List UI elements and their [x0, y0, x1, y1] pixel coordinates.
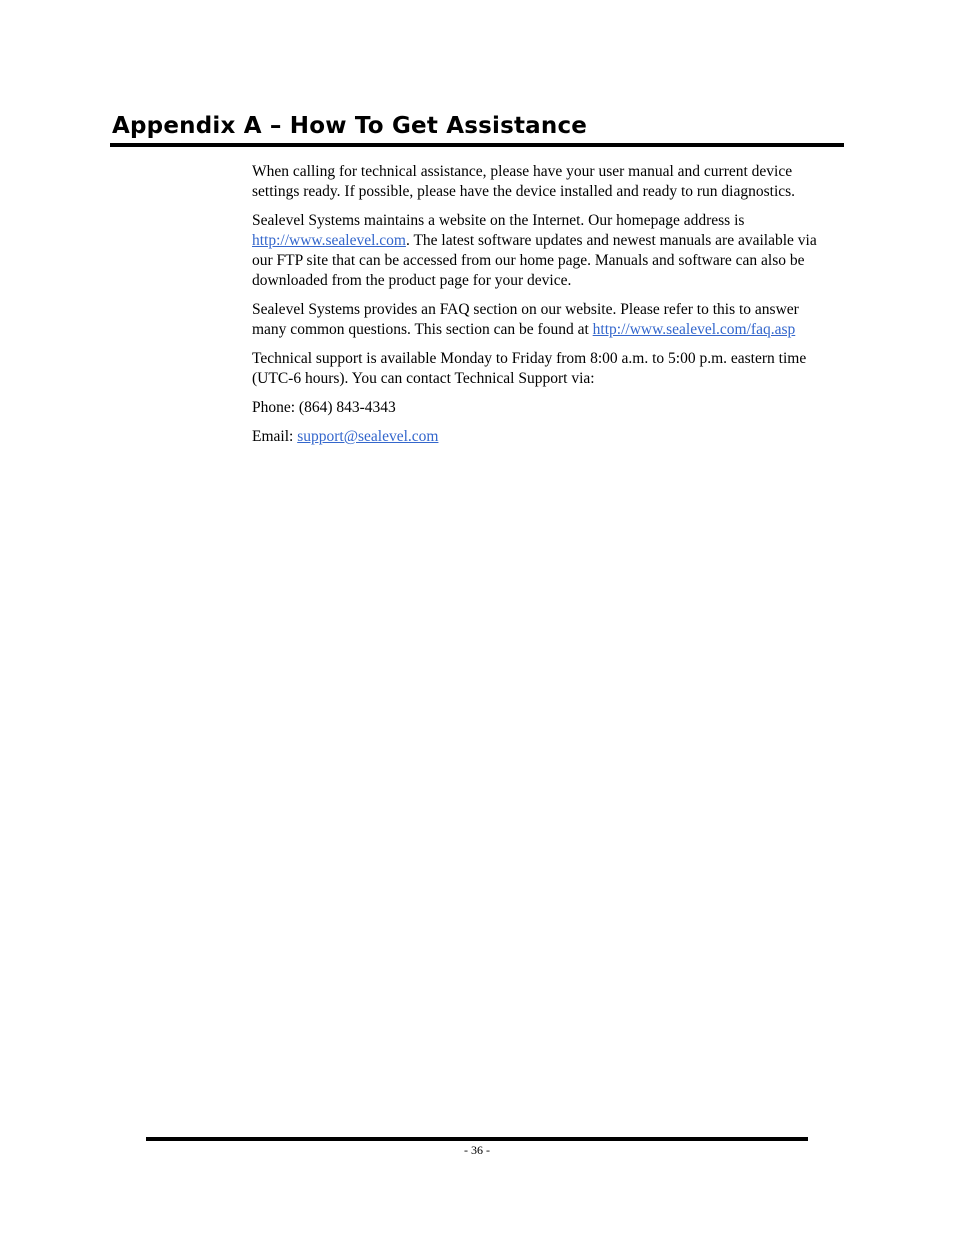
page-number: - 36 -: [464, 1143, 490, 1157]
paragraph-website: [252, 211, 837, 291]
footer-divider: [146, 1137, 808, 1141]
email-link[interactable]: support@sealevel.com: [297, 428, 439, 445]
heading-divider: [110, 143, 844, 147]
email-label: Email:: [252, 428, 298, 445]
faq-text: Sealevel Systems provides an FAQ section on our website. Please refer to this to answer many common questions. This section can be found at: [252, 301, 799, 338]
website-text-start: Sealevel Systems maintains a website on the Internet. Our homepage address is: [252, 212, 745, 229]
paragraph-support-hours: Technical support is available Monday to Friday from 8:00 a.m. to 5:00 p.m. eastern time (UTC-6 hours). You can contact Technical Support via:: [252, 350, 807, 387]
main-content: [252, 162, 837, 456]
phone-line: Phone: (864) 843-4343: [252, 399, 396, 416]
faq-link[interactable]: http://www.sealevel.com/faq.asp: [592, 321, 796, 338]
page-title: Appendix A – How To Get Assistance: [112, 113, 588, 139]
paragraph-preparation: When calling for technical assistance, please have your user manual and current device settings ready. If possible, please have the device installed and ready to run diagnostics.: [252, 163, 796, 200]
paragraph-faq: [252, 300, 837, 340]
homepage-link[interactable]: http://www.sealevel.com: [252, 232, 406, 249]
email-line: [252, 427, 837, 447]
website-text-end: . The latest software updates and newest manuals are available via our FTP site that can be accessed from our home page. Manuals and software can also be downloaded from the product page for your device.: [252, 232, 817, 289]
